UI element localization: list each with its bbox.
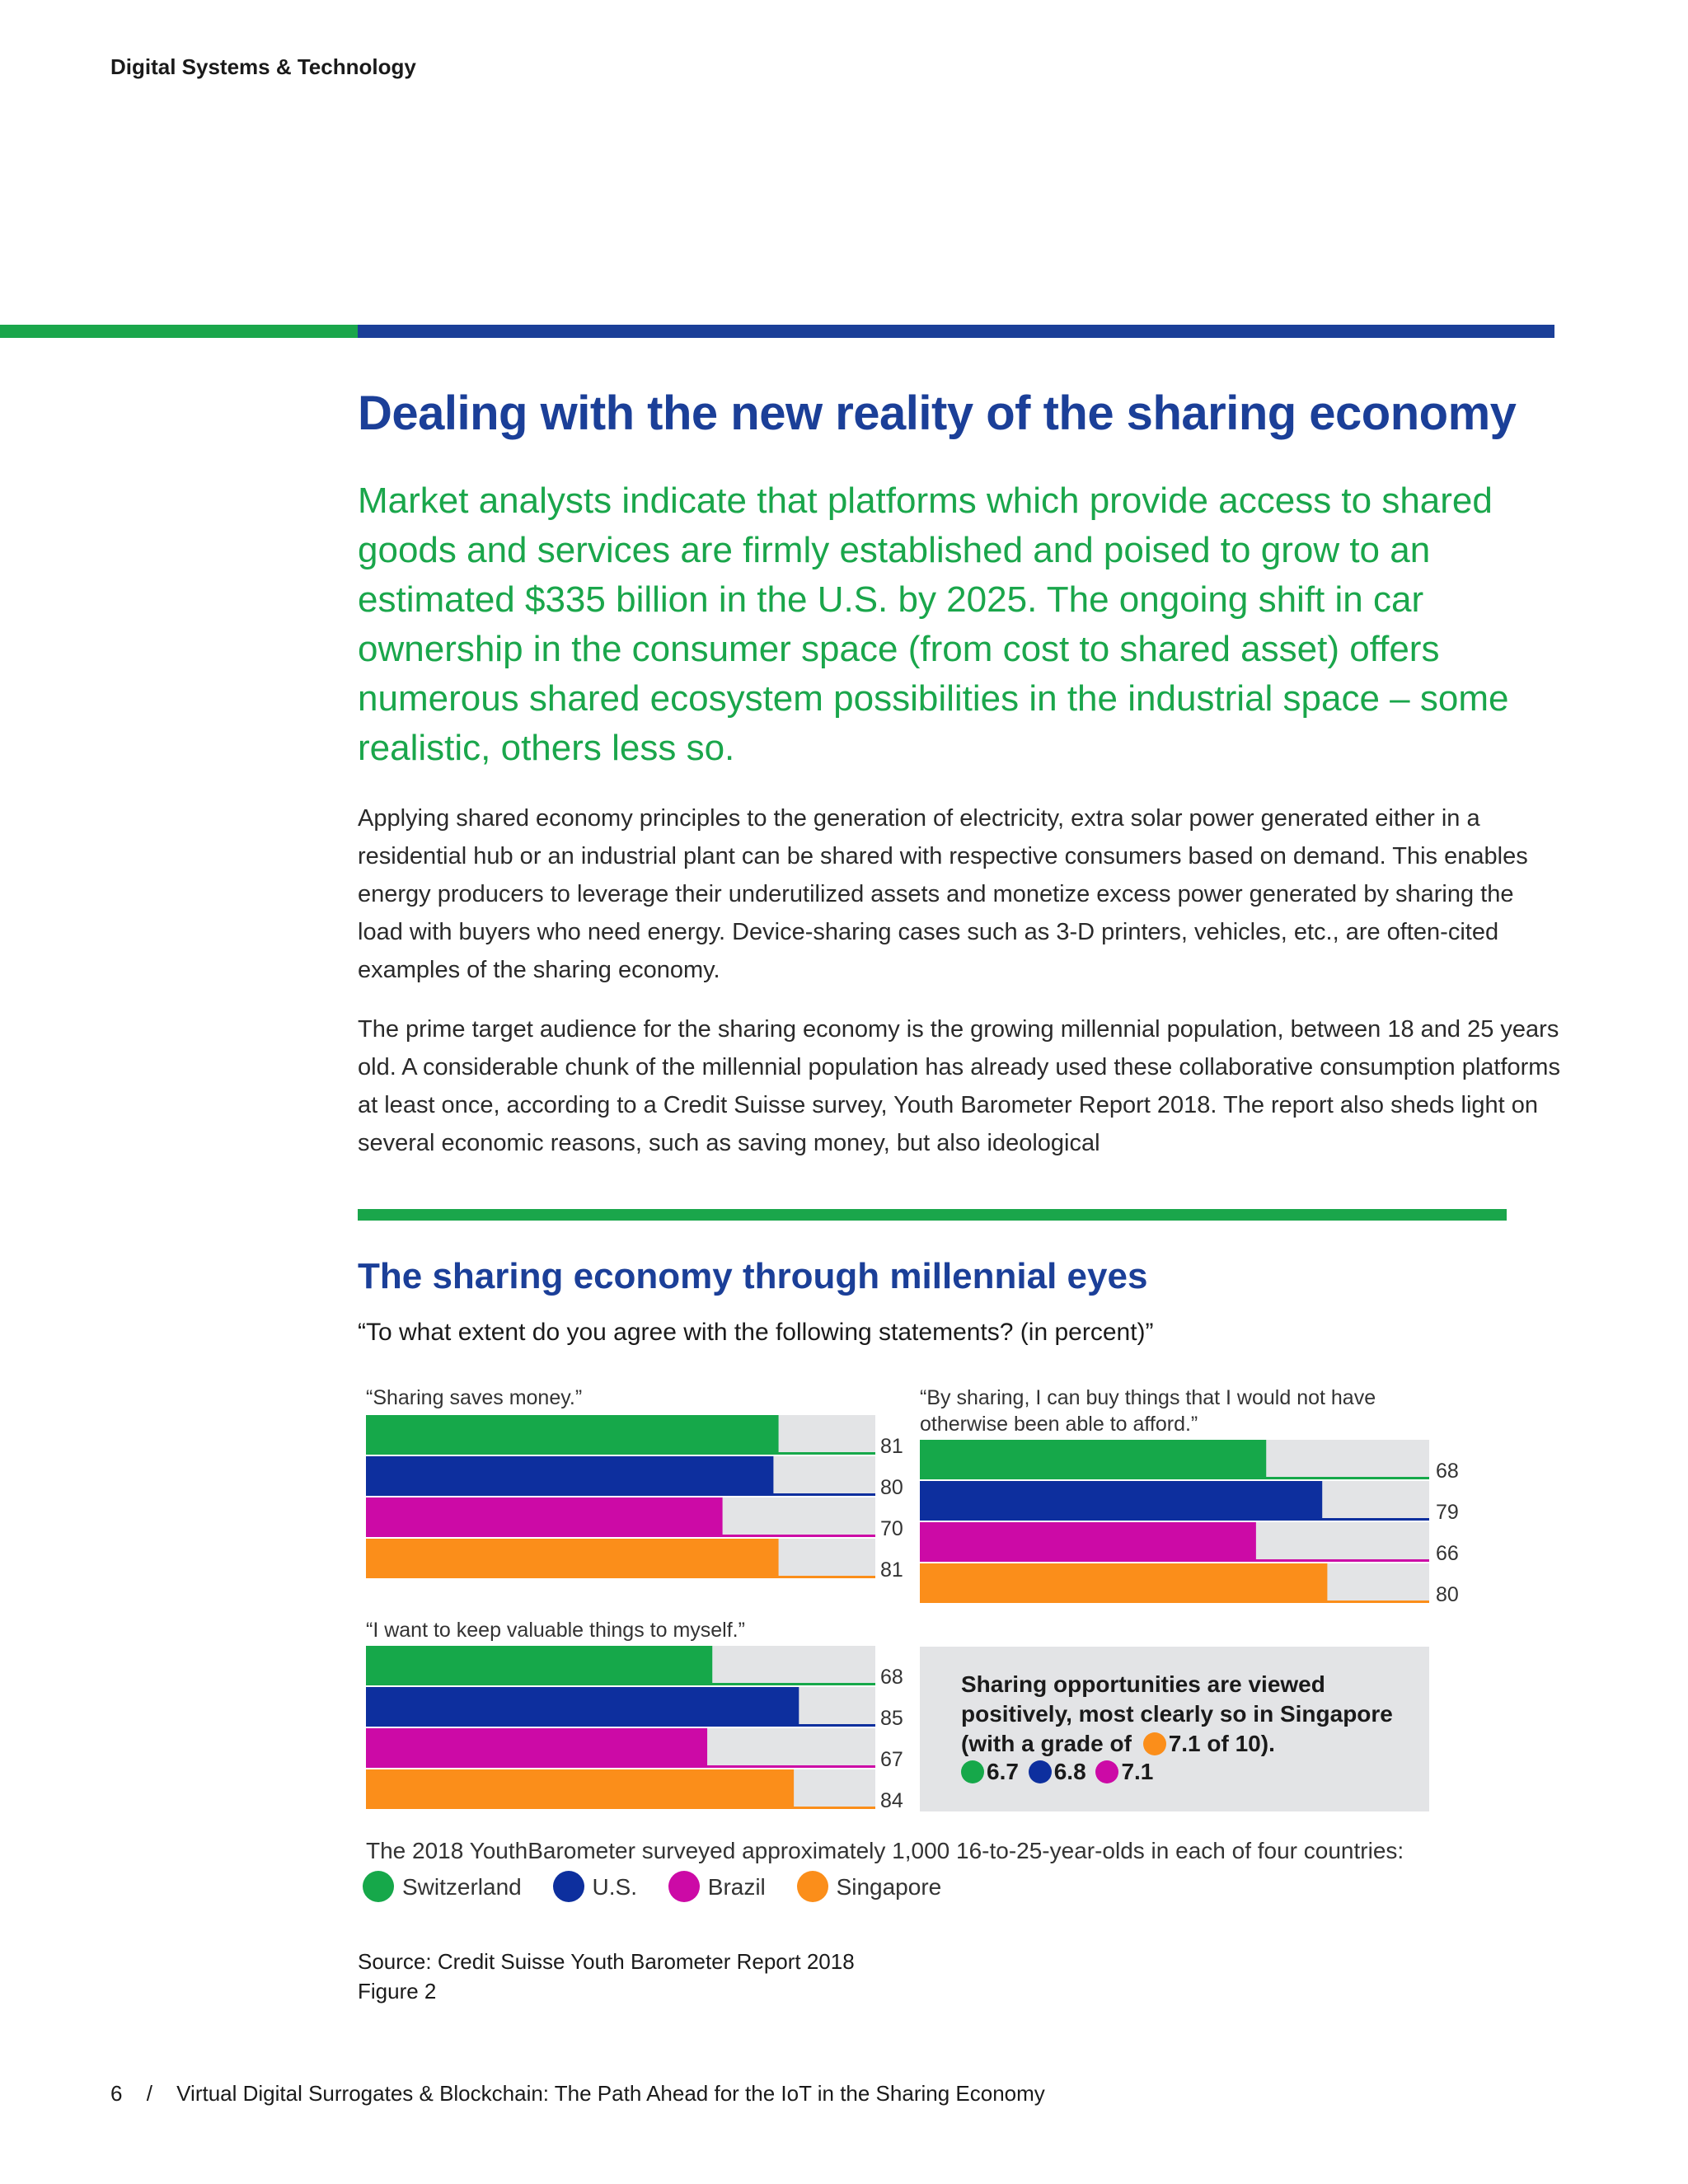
survey-note: The 2018 YouthBarometer surveyed approximately 1,000 16-to-25-year-olds in each of four countries: (366, 1838, 1404, 1863)
legend-item-us (553, 1871, 637, 1902)
bar-baseline-afford-brazil (920, 1559, 1429, 1562)
page-number: 6 (110, 2081, 123, 2106)
bar-value-saves-money-us: 80 (880, 1476, 903, 1499)
bar-baseline-afford-singapore (920, 1601, 1429, 1603)
bar-baseline-afford-switzerland (920, 1477, 1429, 1479)
section-label: Digital Systems & Technology (110, 54, 416, 79)
bar-value-keep-valuables-brazil: 67 (880, 1748, 903, 1771)
bar-value-afford-switzerland: 68 (1436, 1460, 1459, 1483)
legend-item-singapore (797, 1871, 942, 1902)
body-paragraph-2: The prime target audience for the sharing economy is the growing millennial population, between 18 and 25 years old. A considerable chunk of the millennial population has already used these collaborative consumption platforms at least once, according to a Credit Suisse survey, Youth Barometer Report 2018. The report also sheds light on several economic reasons, such as saving money, but also ideological (358, 1016, 1560, 1156)
score-brazil: 7.1 (1121, 1759, 1154, 1784)
bar-value-saves-money-brazil: 70 (880, 1517, 903, 1540)
score-switzerland: 6.7 (987, 1759, 1019, 1784)
bar-value-keep-valuables-us: 85 (880, 1707, 903, 1730)
figure-number: Figure 2 (358, 1979, 437, 2004)
bar-afford-brazil (920, 1522, 1256, 1562)
chart-title: The sharing economy through millennial eyes (358, 1256, 1148, 1296)
bar-baseline-keep-valuables-singapore (366, 1807, 875, 1809)
bar-baseline-saves-money-switzerland (366, 1452, 875, 1455)
chart-subtitle: “To what extent do you agree with the following statements? (in percent)” (358, 1319, 1154, 1346)
legend-item-brazil (668, 1871, 766, 1902)
bar-saves-money-us (366, 1456, 773, 1496)
panel-label-saves-money: “Sharing saves money.” (366, 1386, 583, 1409)
bar-afford-us (920, 1481, 1322, 1521)
source-line: Source: Credit Suisse Youth Barometer Report 2018 (358, 1949, 855, 1974)
callout-scores (961, 1759, 1156, 1785)
singapore-dot-icon (1143, 1732, 1166, 1755)
bar-value-afford-us: 79 (1436, 1501, 1459, 1524)
brazil-dot-icon (1095, 1760, 1118, 1783)
switzerland-dot-icon (961, 1760, 984, 1783)
bar-baseline-saves-money-us (366, 1493, 875, 1496)
us-dot-icon (1029, 1760, 1052, 1783)
bar-baseline-afford-us (920, 1518, 1429, 1521)
panel-label-keep-valuables: “I want to keep valuable things to myself.” (366, 1619, 745, 1642)
legend-label: Switzerland (402, 1874, 522, 1900)
us-legend-dot-icon (553, 1871, 584, 1902)
page-footer (110, 2081, 1045, 2107)
legend-label: U.S. (592, 1874, 637, 1900)
bar-baseline-saves-money-brazil (366, 1535, 875, 1537)
callout-highlight: 7.1 of 10). (1168, 1731, 1275, 1756)
bar-saves-money-switzerland (366, 1415, 779, 1455)
bar-keep-valuables-switzerland (366, 1646, 712, 1685)
bar-value-afford-brazil: 66 (1436, 1542, 1459, 1565)
bar-value-saves-money-switzerland: 81 (880, 1435, 903, 1458)
bar-keep-valuables-us (366, 1687, 799, 1727)
bar-baseline-keep-valuables-switzerland (366, 1683, 875, 1685)
bar-value-saves-money-singapore: 81 (880, 1558, 903, 1582)
brazil-legend-dot-icon (668, 1871, 700, 1902)
bar-saves-money-singapore (366, 1539, 779, 1578)
bar-value-keep-valuables-switzerland: 68 (880, 1666, 903, 1689)
footer-separator: / (146, 2081, 152, 2106)
bar-baseline-keep-valuables-brazil (366, 1765, 875, 1768)
score-us: 6.8 (1053, 1759, 1086, 1784)
callout-text-main: Sharing opportunities are viewed positively, most clearly so in Singapore (with a grade of (961, 1671, 1393, 1756)
lede-paragraph: Market analysts indicate that platforms which provide access to shared goods and services are firmly established and poised to grow to an estimated $335 billion in the U.S. by 2025. The ongoing shift in car ownership in the consumer space (from cost to shared asset) offers numerous shared ecosystem possibilities in the industrial space – some realistic, others less so. (358, 480, 1509, 768)
legend-label: Brazil (707, 1874, 766, 1900)
footer-document-title: Virtual Digital Surrogates & Blockchain: The Path Ahead for the IoT in the Sharing Economy (176, 2081, 1045, 2106)
chart-legend (363, 1871, 966, 1902)
bar-value-keep-valuables-singapore: 84 (880, 1789, 903, 1812)
switzerland-legend-dot-icon (363, 1871, 394, 1902)
page-title: Dealing with the new reality of the sharing economy (358, 387, 1517, 440)
body-paragraph-1: Applying shared economy principles to the generation of electricity, extra solar power generated either in a residential hub or an industrial plant can be shared with respective consumers based on demand. This enables energy producers to leverage their underutilized assets and monetize excess power generated by sharing the load with buyers who need energy. Device-sharing cases such as 3-D printers, vehicles, etc., are often-cited examples of the sharing economy. (358, 805, 1528, 983)
callout-text (961, 1670, 1423, 1759)
legend-item-switzerland (363, 1871, 522, 1902)
bar-keep-valuables-singapore (366, 1769, 794, 1809)
legend-label: Singapore (836, 1874, 942, 1900)
bar-saves-money-brazil (366, 1497, 723, 1537)
bar-afford-switzerland (920, 1440, 1266, 1479)
bar-value-afford-singapore: 80 (1436, 1583, 1459, 1606)
bar-baseline-saves-money-singapore (366, 1576, 875, 1578)
source-note (358, 1947, 855, 2006)
panel-label-afford: “By sharing, I can buy things that I would not have otherwise been able to afford.” (920, 1386, 1376, 1436)
bar-baseline-keep-valuables-us (366, 1724, 875, 1727)
bar-afford-singapore (920, 1563, 1327, 1603)
bar-keep-valuables-brazil (366, 1728, 707, 1768)
singapore-legend-dot-icon (797, 1871, 828, 1902)
